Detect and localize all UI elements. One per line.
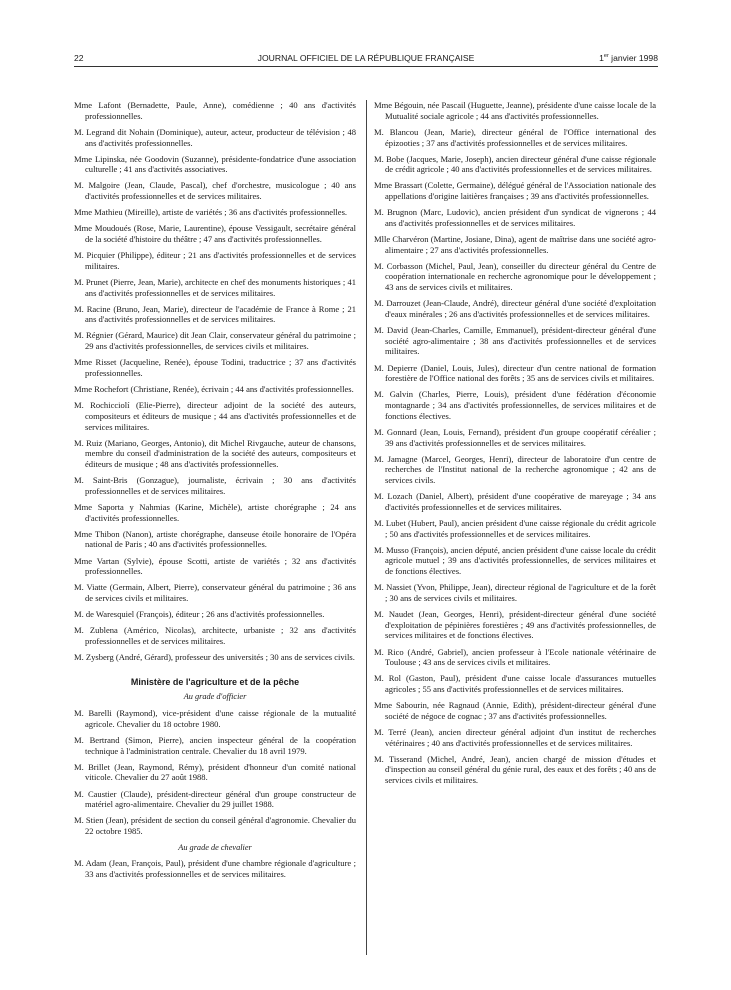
list-item: M. Brillet (Jean, Raymond, Rémy), président d'honneur d'un comité national viticole. Chevalier du 27 août 1988. <box>74 761 356 783</box>
list-item: M. Terré (Jean), ancien directeur général adjoint d'un institut de recherches vétérinaires ; 40 ans d'activités professionnelles et de services militaires. <box>374 726 656 748</box>
list-item: Mme Brassart (Colette, Germaine), délégué général de l'Association nationale des appellations d'origine laitières françaises ; 39 ans d'activités professionnelles. <box>374 180 656 202</box>
list-item: M. Saint-Bris (Gonzague), journaliste, écrivain ; 30 ans d'activités professionnelles et de services militaires. <box>74 475 356 496</box>
list-item: M. Corbasson (Michel, Paul, Jean), conseiller du directeur général du Centre de coopération internationale en recherche agronomique pour le développement ; 43 ans de services civils et militaires. <box>374 260 656 293</box>
list-item: M. Malgoire (Jean, Claude, Pascal), chef d'orchestre, musicologue ; 40 ans d'activités professionnelles et de services militaires. <box>74 180 356 202</box>
column-divider <box>366 100 367 955</box>
list-item: M. Tisserand (Michel, André, Jean), ancien chargé de mission d'études et d'inspection au conseil général du génie rural, des eaux et des forêts ; 40 ans de services civils et militaires. <box>374 753 656 786</box>
list-item: M. Blancou (Jean, Marie), directeur général de l'Office international des épizooties ; 37 ans d'activités professionnelles et de services militaires. <box>374 126 656 148</box>
list-item: M. Barelli (Raymond), vice-président d'une caisse régionale de la mutualité agricole. Chevalier du 18 octobre 1980. <box>74 708 356 729</box>
list-item: M. Stien (Jean), président de section du conseil général d'agronomie. Chevalier du 22 octobre 1985. <box>74 815 356 837</box>
list-item: M. Viatte (Germain, Albert, Pierre), conservateur général du patrimoine ; 36 ans de services civils et militaires. <box>74 582 356 604</box>
chevalier-entries-list <box>74 858 356 879</box>
list-item: M. Brugnon (Marc, Ludovic), ancien président d'un syndicat de vignerons ; 44 ans d'activités professionnelles et de services militaires. <box>374 207 656 228</box>
header-rule <box>74 66 658 67</box>
list-item: Mme Vartan (Sylvie), épouse Scotti, artiste de variétés ; 32 ans d'activités professionnelles. <box>74 555 356 577</box>
list-item: M. Naudet (Jean, Georges, Henri), président-directeur général d'une société d'exploitation de pépinières forestières ; 49 ans d'activités professionnelles, de services militaires et de fonctions électives. <box>374 609 656 641</box>
list-item: Mme Saporta y Nahmias (Karine, Michèle), artiste chorégraphe ; 24 ans d'activités professionnelles. <box>74 501 356 523</box>
list-item: M. Nassiet (Yvon, Philippe, Jean), directeur régional de l'agriculture et de la forêt ; 30 ans de services civils et militaires. <box>374 582 656 603</box>
list-item: Mme Sabourin, née Ragnaud (Annie, Edith), président-directeur général d'une société de négoce de cognac ; 37 ans d'activités professionnelles. <box>374 700 656 721</box>
list-item: M. Depierre (Daniel, Louis, Jules), directeur d'un centre national de formation forestière de l'Office national des forêts ; 35 ans de services civils et militaires. <box>374 362 656 384</box>
list-item: M. Rico (André, Gabriel), ancien professeur à l'Ecole nationale vétérinaire de Toulouse ; 43 ans de services civils et militaires. <box>374 646 656 668</box>
page-number: 22 <box>74 53 84 63</box>
list-item: M. David (Jean-Charles, Camille, Emmanuel), président-directeur général d'une société agro-alimentaire ; 38 ans d'activités professionnelles et de services militaires. <box>374 325 656 357</box>
list-item: M. Galvin (Charles, Pierre, Louis), président d'une fédération d'économie montagnarde ; 34 ans d'activités professionnelles, de services militaires et de fonctions électives. <box>374 389 656 421</box>
list-item: M. Zublena (Américo, Nicolas), architecte, urbaniste ; 32 ans d'activités professionnelles et de services militaires. <box>74 625 356 646</box>
list-item: M. Régnier (Gérard, Maurice) dit Jean Clair, conservateur général du patrimoine ; 29 ans d'activités professionnelles, de services civils et militaires. <box>74 330 356 352</box>
list-item: M. Lubet (Hubert, Paul), ancien président d'une caisse régionale du crédit agricole ; 50 ans d'activités professionnelles et de services militaires. <box>374 517 656 539</box>
date-day: 1 <box>599 53 604 63</box>
list-item: M. Musso (François), ancien député, ancien président d'une caisse locale du crédit agricole mutuel ; 39 ans d'activités professionnelles, de services militaires et de fonctions électives. <box>374 544 656 577</box>
list-item: M. Picquier (Philippe), éditeur ; 21 ans d'activités professionnelles et de services militaires. <box>74 250 356 271</box>
date-superscript: er <box>603 53 609 60</box>
issue-date <box>599 53 658 63</box>
right-column <box>374 100 656 791</box>
list-item: Mme Lipinska, née Goodovin (Suzanne), présidente-fondatrice d'une association culturelle ; 41 ans d'activités associatives. <box>74 153 356 175</box>
list-item: Mme Moudoués (Rose, Marie, Laurentine), épouse Vessigault, secrétaire général de la société d'histoire du théâtre ; 47 ans d'activités professionnelles. <box>74 223 356 244</box>
list-item: M. Rol (Gaston, Paul), président d'une caisse locale d'assurances mutuelles agricoles ; 55 ans d'activités professionnelles et de services militaires. <box>374 673 656 695</box>
list-item: Mme Bégouin, née Pascail (Huguette, Jeanne), présidente d'une caisse locale de la Mutualité sociale agricole ; 44 ans d'activités professionnelles. <box>374 100 656 121</box>
list-item: M. Darrouzet (Jean-Claude, André), directeur général d'une société d'exploitation d'eaux minérales ; 26 ans d'activités professionnelles et de services militaires. <box>374 298 656 319</box>
list-item: M. Bertrand (Simon, Pierre), ancien inspecteur général de la coopération technique à l'administration centrale. Chevalier du 18 avril 1979. <box>74 734 356 756</box>
list-item: Mme Mathieu (Mireille), artiste de variétés ; 36 ans d'activités professionnelles. <box>74 207 348 218</box>
list-item: Mme Lafont (Bernadette, Paule, Anne), comédienne ; 40 ans d'activités professionnelles. <box>74 100 356 121</box>
page-header <box>74 53 658 67</box>
list-item: M. Bobe (Jacques, Marie, Joseph), ancien directeur général d'une caisse régionale de crédit agricole ; 40 ans d'activités professionnelles et de services militaires. <box>374 153 656 175</box>
grade-chevalier-heading: Au grade de chevalier <box>178 842 252 852</box>
list-item: M. Lozach (Daniel, Albert), président d'une coopérative de mareyage ; 34 ans d'activités professionnelles et de services militaires. <box>374 491 656 512</box>
list-item: M. Legrand dit Nohain (Dominique), auteur, acteur, producteur de télévision ; 48 ans d'activités professionnelles. <box>74 126 356 148</box>
list-item: M. Adam (Jean, François, Paul), président d'une chambre régionale d'agriculture ; 33 ans d'activités professionnelles et de services militaires. <box>74 858 356 880</box>
list-item: M. de Waresquiel (François), éditeur ; 26 ans d'activités professionnelles. <box>74 609 325 620</box>
list-item: Mme Risset (Jacqueline, Renée), épouse Todini, traductrice ; 37 ans d'activités professionnelles. <box>74 357 356 378</box>
right-entries-list <box>374 100 656 786</box>
list-item: M. Caustier (Claude), président-directeur général d'un groupe constructeur de matériel agro-alimentaire. Chevalier du 29 juillet 1988. <box>74 788 356 810</box>
list-item: M. Racine (Bruno, Jean, Marie), directeur de l'académie de France à Rome ; 21 ans d'activités professionnelles et de services militaires. <box>74 303 356 325</box>
list-item: Mme Rochefort (Christiane, Renée), écrivain ; 44 ans d'activités professionnelles. <box>74 384 354 395</box>
list-item: M. Rochicciolí (Elie-Pierre), directeur adjoint de la société des auteurs, compositeurs et éditeurs de musique ; 44 ans d'activités professionnelles et de services militaires. <box>74 400 356 432</box>
list-item: M. Jamagne (Marcel, Georges, Henri), directeur de laboratoire d'un centre de recherches de l'Institut national de la recherche agronomique ; 42 ans de services civils. <box>374 453 656 486</box>
grade-officier-heading: Au grade d'officier <box>183 692 247 702</box>
section-title: Ministère de l'agriculture et de la pêche <box>130 676 300 687</box>
list-item: M. Zysberg (André, Gérard), professeur des universités ; 30 ans de services civils. <box>74 652 355 663</box>
list-item: Mme Thibon (Nanon), artiste chorégraphe, danseuse étoile honoraire de l'Opéra national de Paris ; 40 ans d'activités professionnelles. <box>74 528 356 550</box>
list-item: Mlle Charvéron (Martine, Josiane, Dina), agent de maîtrise dans une société agro-alimentaire ; 27 ans d'activités professionnelles. <box>374 233 656 255</box>
left-column <box>74 100 356 885</box>
list-item: M. Prunet (Pierre, Jean, Marie), architecte en chef des monuments historiques ; 41 ans d'activités professionnelles et de services militaires. <box>74 276 356 298</box>
list-item: M. Ruiz (Mariano, Georges, Antonio), dit Michel Rivgauche, auteur de chansons, membre du conseil d'administration de la société des auteurs, compositeurs et éditeurs de musique ; 48 ans d'activités professionnelles. <box>74 437 356 470</box>
journal-title: JOURNAL OFFICIEL DE LA RÉPUBLIQUE FRANÇAISE <box>257 53 475 63</box>
date-rest: janvier 1998 <box>608 53 658 63</box>
officier-entries-list <box>74 708 356 837</box>
list-item: M. Gonnard (Jean, Louis, Fernand), président d'un groupe coopératif céréalier ; 39 ans d'activités professionnelles et de services militaires. <box>374 426 656 448</box>
left-entries-list <box>74 100 356 663</box>
